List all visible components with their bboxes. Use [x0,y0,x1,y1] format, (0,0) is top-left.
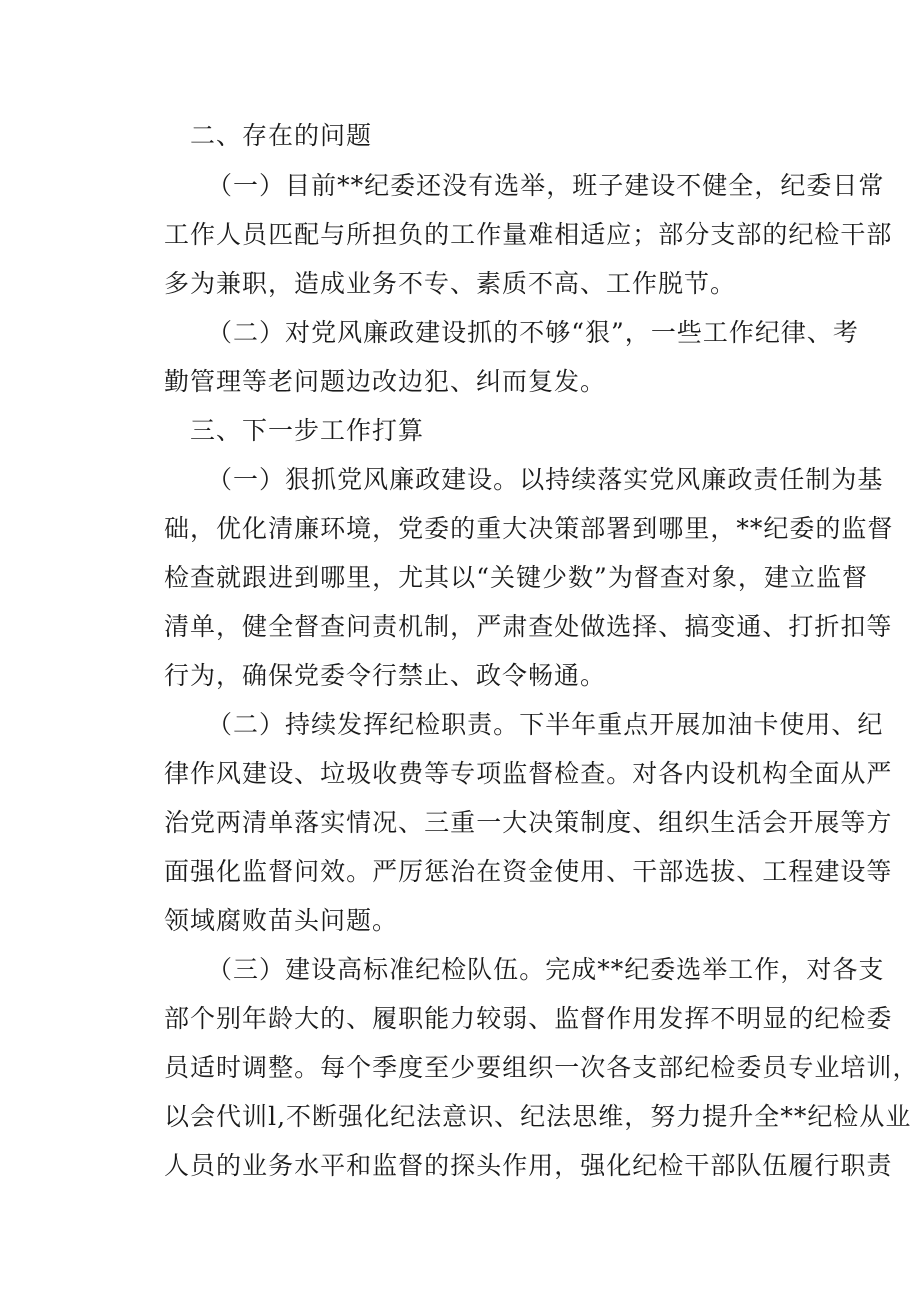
paragraph-line: 领域腐败苗头问题。 [164,906,399,935]
paragraph-line: （ 三 ） 建 设 高 标 准 纪 检 队 伍 。 完 成 * * 纪 委 选 举 工 作 ， 对 各 支 [207,955,885,984]
paragraph-line: （ 一 ） 目 前 * * 纪 委 还 没 有 选 举 ， 班 子 建 设 不 健 全 ， 纪 委 日 常 [207,171,885,200]
paragraph-line: 面 强 化 监 督 问 效 。 严 厉 惩 治 在 资 金 使 用 、 干 部 选 拔 、 工 程 建 设 等 [164,857,893,886]
paragraph-line: 律 作 风 建 设 、 垃 圾 收 费 等 专 项 监 督 检 查 。 对 各 内 设 机 构 全 面 从 严 [164,759,893,788]
paragraph-line: 检 查 就 跟 进 到 哪 里 ， 尤 其 以 “ 关 键 少 数 ” 为 督 查 对 象 ， 建 立 监 督 [164,563,868,592]
paragraph-line: 础 ， 优 化 清 廉 环 境 ， 党 委 的 重 大 决 策 部 署 到 哪 里 ， * * 纪 委 的 监 督 [164,514,894,543]
paragraph-line: 行为，确保党委令行禁止、政令畅通。 [164,661,607,690]
paragraph-line: 清 单 ， 健 全 督 查 问 责 机 制 ， 严 肃 查 处 做 选 择 、 搞 变 通 、 打 折 扣 等 [164,612,893,641]
paragraph-line: 治 党 两 清 单 落 实 情 况 、 三 重 一 大 决 策 制 度 、 组 织 生 活 会 开 展 等 方 [164,808,893,837]
paragraph-line: 工 作 人 员 匹 配 与 所 担 负 的 工 作 量 难 相 适 应 ； 部 分 支 部 的 纪 检 干 部 [164,220,893,249]
paragraph-line: 员 适 时 调 整 。 每 个 季 度 至 少 要 组 织 一 次 各 支 部 纪 检 委 员 专 业 培 训 ， [164,1053,919,1082]
paragraph-line: 多为兼职，造成业务不专、素质不高、工作脱节。 [164,269,737,298]
paragraph-line: （ 一 ） 狠 抓 党 风 廉 政 建 设 。 以 持 续 落 实 党 风 廉 政 责 任 制 为 基 [207,465,884,494]
paragraph-line: 以 会 代 训 l , 不 断 强 化 纪 法 意 识 、 纪 法 思 维 ， 努 力 提 升 全 * * 纪 检 从 业 [164,1102,912,1131]
paragraph-line: 勤管理等老问题边改边犯、纠而复发。 [164,367,607,396]
paragraph-line: （ 二 ） 对 党 风 廉 政 建 设 抓 的 不 够 “ 狠 ” ， 一 些 工 作 纪 律 、 考 [207,318,859,347]
paragraph-line: （ 二 ） 持 续 发 挥 纪 检 职 责 。 下 半 年 重 点 开 展 加 油 卡 使 用 、 纪 [207,710,884,739]
paragraph-line: 人 员 的 业 务 水 平 和 监 督 的 探 头 作 用 ， 强 化 纪 检 干 部 队 伍 履 行 职 责 [164,1151,893,1180]
paragraph-line: 部 个 别 年 龄 大 的 、 履 职 能 力 较 弱 、 监 督 作 用 发 挥 不 明 显 的 纪 检 委 [164,1004,893,1033]
section-heading: 三、下一步工作打算 [190,416,425,445]
section-heading: 二、存在的问题 [190,121,373,150]
